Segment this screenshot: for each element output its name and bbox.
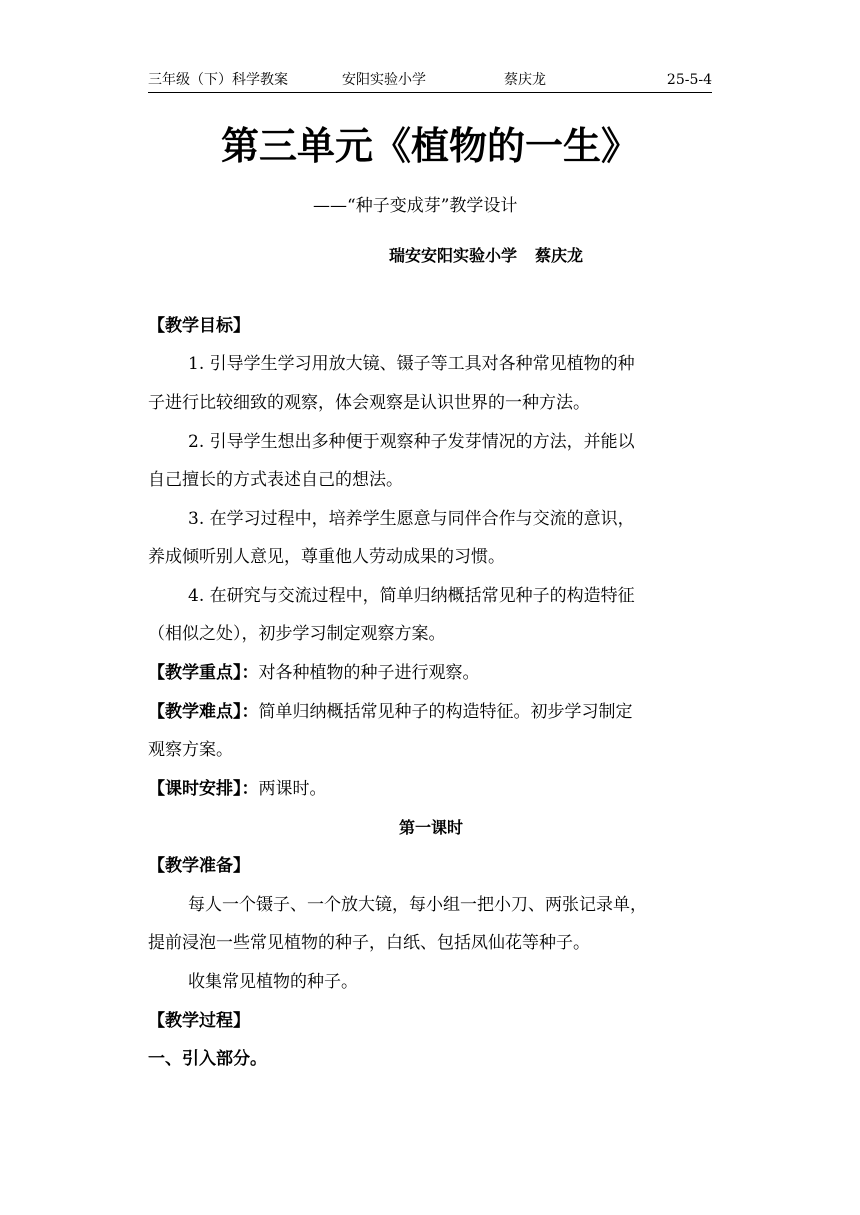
- header-school: 安阳实验小学: [342, 72, 426, 88]
- key-point-label: 【教学重点】：: [148, 663, 259, 683]
- byline-author: 蔡庆龙: [535, 246, 584, 265]
- lesson-title: 第一课时: [398, 818, 463, 837]
- preparation-line-2: 提前浸泡一些常见植物的种子，白纸、包括凤仙花等种子。: [148, 933, 590, 953]
- schedule-text: 两课时。: [258, 779, 327, 799]
- byline-school: 瑞安安阳实验小学: [389, 246, 518, 265]
- process-heading: 【教学过程】: [148, 1011, 250, 1031]
- key-point-text: 对各种植物的种子进行观察。: [258, 663, 480, 683]
- objective-2-line-1: 2. 引导学生想出多种便于观察种子发芽情况的方法，并能以: [188, 432, 635, 452]
- objective-3-line-1: 3. 在学习过程中，培养学生愿意与同伴合作与交流的意识，: [188, 509, 635, 529]
- objective-2-line-2: 自己擅长的方式表述自己的想法。: [148, 470, 403, 490]
- process-part-1: 一、引入部分。: [148, 1049, 267, 1069]
- document-subtitle: ——“种子变成芽”教学设计: [313, 196, 518, 216]
- difficulty: [148, 700, 633, 724]
- header-course: 三年级（下）科学教案: [148, 72, 288, 88]
- objective-1-line-2: 子进行比较细致的观察，体会观察是认识世界的一种方法。: [148, 393, 590, 413]
- document-title: 第三单元《植物的一生》: [220, 124, 639, 168]
- difficulty-text-line-2: 观察方案。: [148, 740, 233, 760]
- difficulty-label: 【教学难点】：: [148, 702, 259, 722]
- objective-1-line-1: 1. 引导学生学习用放大镜、镊子等工具对各种常见植物的种: [188, 354, 635, 374]
- key-point: [148, 661, 480, 685]
- schedule-label: 【课时安排】：: [148, 779, 259, 799]
- schedule: [148, 777, 327, 801]
- byline: [389, 243, 583, 269]
- objectives-heading: 【教学目标】: [148, 316, 250, 336]
- preparation-line-3: 收集常见植物的种子。: [188, 972, 358, 992]
- objective-4-line-2: （相似之处），初步学习制定观察方案。: [148, 624, 446, 644]
- header-author: 蔡庆龙: [504, 72, 546, 88]
- objective-4-line-1: 4. 在研究与交流过程中，简单归纳概括常见种子的构造特征: [188, 586, 635, 606]
- preparation-heading: 【教学准备】: [148, 856, 250, 876]
- header-date: 25-5-4: [666, 72, 712, 88]
- objective-3-line-2: 养成倾听别人意见，尊重他人劳动成果的习惯。: [148, 547, 505, 567]
- difficulty-text-line-1: 简单归纳概括常见种子的构造特征。初步学习制定: [258, 702, 633, 722]
- preparation-line-1: 每人一个镊子、一个放大镜，每小组一把小刀、两张记录单，: [188, 895, 647, 915]
- page-header: [148, 70, 712, 93]
